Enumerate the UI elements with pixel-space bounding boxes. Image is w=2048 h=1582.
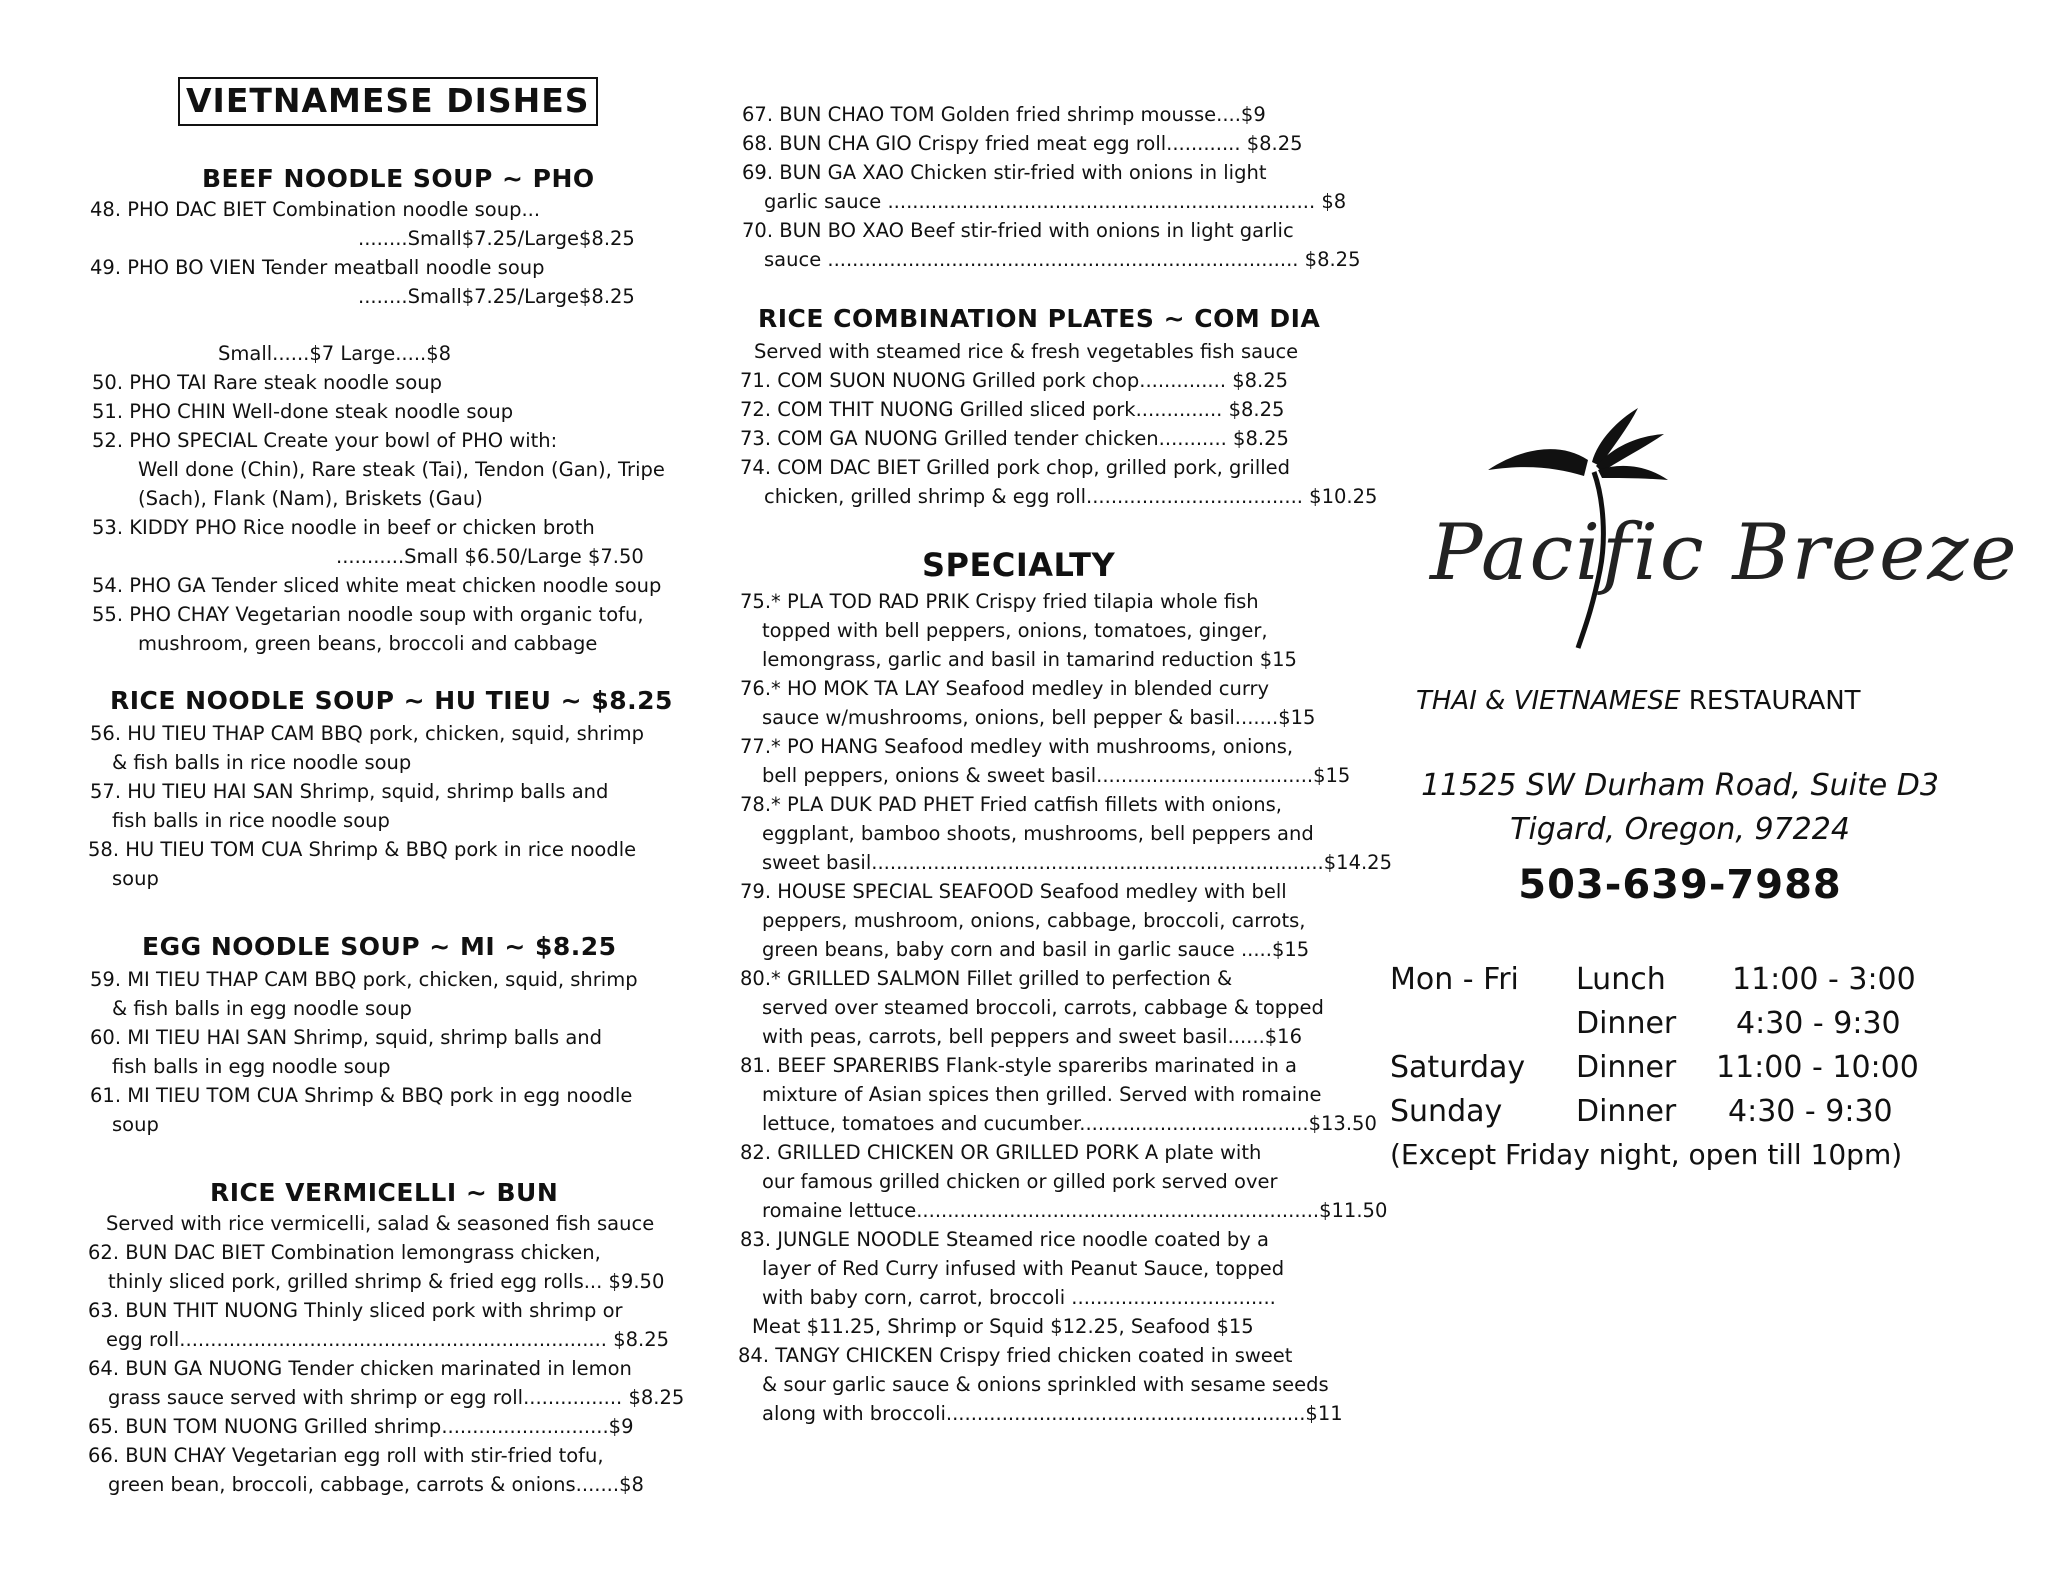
menu-line: 50. PHO TAI Rare steak noodle soup xyxy=(92,371,443,394)
hours-meal: Dinner xyxy=(1576,1094,1677,1129)
menu-line: sauce ............................................................................ $8.25 xyxy=(764,248,1361,271)
hours-meal: Dinner xyxy=(1576,1006,1677,1041)
menu-line: 54. PHO GA Tender sliced white meat chicken noodle soup xyxy=(92,574,662,597)
menu-line: & sour garlic sauce & onions sprinkled with sesame seeds xyxy=(762,1373,1329,1396)
menu-line: 70. BUN BO XAO Beef stir-fried with onions in light garlic xyxy=(742,219,1294,242)
menu-line: 57. HU TIEU HAI SAN Shrimp, squid, shrimp balls and xyxy=(90,780,609,803)
menu-line: & fish balls in egg noodle soup xyxy=(112,997,412,1020)
menu-line: mixture of Asian spices then grilled. Served with romaine xyxy=(762,1083,1322,1106)
menu-line: Meat $11.25, Shrimp or Squid $12.25, Seafood $15 xyxy=(752,1315,1254,1338)
menu-line: 52. PHO SPECIAL Create your bowl of PHO with: xyxy=(92,429,558,452)
menu-line: 64. BUN GA NUONG Tender chicken marinated in lemon xyxy=(88,1357,632,1380)
menu-line: 78.* PLA DUK PAD PHET Fried catfish fillets with onions, xyxy=(740,793,1282,816)
menu-line: served over steamed broccoli, carrots, cabbage & topped xyxy=(762,996,1324,1019)
address-line-1: 11525 SW Durham Road, Suite D3 xyxy=(1421,768,1939,803)
subtitle-cuisine: THAI & VIETNAMESE xyxy=(1416,686,1681,716)
restaurant-subtitle xyxy=(1416,686,1861,716)
menu-line: soup xyxy=(112,1113,159,1136)
menu-line: romaine lettuce.................................................................$11.50 xyxy=(762,1199,1388,1222)
menu-line: 67. BUN CHAO TOM Golden fried shrimp mousse....$9 xyxy=(742,103,1266,126)
menu-line: topped with bell peppers, onions, tomatoes, ginger, xyxy=(762,619,1268,642)
hours-meal: Dinner xyxy=(1576,1050,1677,1085)
menu-line: fish balls in rice noodle soup xyxy=(112,809,390,832)
hours-time: 4:30 - 9:30 xyxy=(1728,1094,1893,1129)
menu-line: 53. KIDDY PHO Rice noodle in beef or chicken broth xyxy=(92,516,595,539)
menu-line: 55. PHO CHAY Vegetarian noodle soup with organic tofu, xyxy=(92,603,644,626)
menu-line: green bean, broccoli, cabbage, carrots & onions.......$8 xyxy=(108,1473,644,1496)
menu-line: Small......$7 Large.....$8 xyxy=(218,342,452,365)
menu-line: ...........Small $6.50/Large $7.50 xyxy=(336,545,644,568)
menu-line: 62. BUN DAC BIET Combination lemongrass chicken, xyxy=(88,1241,601,1264)
menu-line: 79. HOUSE SPECIAL SEAFOOD Seafood medley with bell xyxy=(740,880,1287,903)
menu-line: egg roll..................................................................... $8.25 xyxy=(106,1328,670,1351)
menu-line: garlic sauce ..................................................................... $8 xyxy=(764,190,1347,213)
menu-line: peppers, mushroom, onions, cabbage, broccoli, carrots, xyxy=(762,909,1306,932)
hours-time: 4:30 - 9:30 xyxy=(1736,1006,1901,1041)
menu-line: layer of Red Curry infused with Peanut Sauce, topped xyxy=(762,1257,1285,1280)
menu-line: 48. PHO DAC BIET Combination noodle soup... xyxy=(90,198,541,221)
menu-line: 58. HU TIEU TOM CUA Shrimp & BBQ pork in rice noodle xyxy=(88,838,637,861)
header-mi: EGG NOODLE SOUP ~ MI ~ $8.25 xyxy=(142,932,617,961)
address-line-2: Tigard, Oregon, 97224 xyxy=(1510,812,1850,847)
menu-line: lettuce, tomatoes and cucumber.....................................$13.50 xyxy=(762,1112,1377,1135)
menu-line: 68. BUN CHA GIO Crispy fried meat egg roll............ $8.25 xyxy=(742,132,1303,155)
menu-line: (Sach), Flank (Nam), Briskets (Gau) xyxy=(138,487,483,510)
menu-line: eggplant, bamboo shoots, mushrooms, bell peppers and xyxy=(762,822,1314,845)
menu-line: 63. BUN THIT NUONG Thinly sliced pork with shrimp or xyxy=(88,1299,623,1322)
menu-line: with baby corn, carrot, broccoli ................................. xyxy=(762,1286,1276,1309)
menu-line: 77.* PO HANG Seafood medley with mushrooms, onions, xyxy=(740,735,1294,758)
hours-day: Mon - Fri xyxy=(1390,962,1519,997)
menu-line: 73. COM GA NUONG Grilled tender chicken........... $8.25 xyxy=(740,427,1289,450)
menu-line: along with broccoli..........................................................$11 xyxy=(762,1402,1343,1425)
menu-line: 56. HU TIEU THAP CAM BBQ pork, chicken, squid, shrimp xyxy=(90,722,644,745)
menu-line: 75.* PLA TOD RAD PRIK Crispy fried tilapia whole fish xyxy=(740,590,1259,613)
menu-line: our famous grilled chicken or gilled pork served over xyxy=(762,1170,1278,1193)
menu-line: 84. TANGY CHICKEN Crispy fried chicken coated in sweet xyxy=(738,1344,1293,1367)
menu-line: lemongrass, garlic and basil in tamarind reduction $15 xyxy=(762,648,1297,671)
menu-line: 80.* GRILLED SALMON Fillet grilled to perfection & xyxy=(740,967,1233,990)
menu-line: ........Small$7.25/Large$8.25 xyxy=(358,285,635,308)
menu-line: 83. JUNGLE NOODLE Steamed rice noodle coated by a xyxy=(740,1228,1269,1251)
menu-line: 72. COM THIT NUONG Grilled sliced pork.............. $8.25 xyxy=(740,398,1285,421)
phone-number: 503-639-7988 xyxy=(1518,862,1842,908)
header-hu-tieu: RICE NOODLE SOUP ~ HU TIEU ~ $8.25 xyxy=(110,686,673,715)
logo-wordmark: Pacific Breeze xyxy=(1430,508,2019,598)
menu-line: Well done (Chin), Rare steak (Tai), Tendon (Gan), Tripe xyxy=(138,458,665,481)
header-com-dia: RICE COMBINATION PLATES ~ COM DIA xyxy=(758,304,1321,333)
header-specialty: SPECIALTY xyxy=(922,546,1116,584)
menu-line: sweet basil.........................................................................$14.25 xyxy=(762,851,1392,874)
menu-line: 76.* HO MOK TA LAY Seafood medley in blended curry xyxy=(740,677,1270,700)
menu-line: 69. BUN GA XAO Chicken stir-fried with onions in light xyxy=(742,161,1267,184)
menu-line: fish balls in egg noodle soup xyxy=(112,1055,391,1078)
menu-line: green beans, baby corn and basil in garlic sauce .....$15 xyxy=(762,938,1310,961)
hours-time: 11:00 - 10:00 xyxy=(1716,1050,1919,1085)
menu-line: & fish balls in rice noodle soup xyxy=(112,751,412,774)
menu-line: sauce w/mushrooms, onions, bell pepper & basil.......$15 xyxy=(762,706,1316,729)
hours-day: Saturday xyxy=(1390,1050,1526,1085)
menu-line: 74. COM DAC BIET Grilled pork chop, grilled pork, grilled xyxy=(740,456,1291,479)
hours-note: (Except Friday night, open till 10pm) xyxy=(1390,1138,1903,1171)
menu-line: 81. BEEF SPARERIBS Flank-style spareribs marinated in a xyxy=(740,1054,1297,1077)
menu-line: 60. MI TIEU HAI SAN Shrimp, squid, shrimp balls and xyxy=(90,1026,603,1049)
menu-line: 82. GRILLED CHICKEN OR GRILLED PORK A plate with xyxy=(740,1141,1262,1164)
menu-line: grass sauce served with shrimp or egg roll................ $8.25 xyxy=(108,1386,685,1409)
menu-line: Served with steamed rice & fresh vegetables fish sauce xyxy=(754,340,1299,363)
menu-line: ........Small$7.25/Large$8.25 xyxy=(358,227,635,250)
subtitle-restaurant: RESTAURANT xyxy=(1688,686,1861,716)
menu-line: bell peppers, onions & sweet basil...................................$15 xyxy=(762,764,1351,787)
menu-line: thinly sliced pork, grilled shrimp & fried egg rolls... $9.50 xyxy=(108,1270,665,1293)
menu-line: 66. BUN CHAY Vegetarian egg roll with stir-fried tofu, xyxy=(88,1444,604,1467)
header-pho: BEEF NOODLE SOUP ~ PHO xyxy=(202,164,595,193)
menu-line: with peas, carrots, bell peppers and sweet basil......$16 xyxy=(762,1025,1302,1048)
menu-line: 51. PHO CHIN Well-done steak noodle soup xyxy=(92,400,514,423)
hours-day: Sunday xyxy=(1390,1094,1503,1129)
menu-line: 49. PHO BO VIEN Tender meatball noodle soup xyxy=(90,256,545,279)
section-title-vietnamese-dishes: VIETNAMESE DISHES xyxy=(178,77,598,126)
hours-time: 11:00 - 3:00 xyxy=(1732,962,1916,997)
header-bun: RICE VERMICELLI ~ BUN xyxy=(210,1178,559,1207)
menu-line: mushroom, green beans, broccoli and cabbage xyxy=(138,632,598,655)
hours-meal: Lunch xyxy=(1576,962,1666,997)
menu-line: soup xyxy=(112,867,159,890)
menu-line: Served with rice vermicelli, salad & seasoned fish sauce xyxy=(106,1212,655,1235)
menu-line: 71. COM SUON NUONG Grilled pork chop.............. $8.25 xyxy=(740,369,1289,392)
menu-line: chicken, grilled shrimp & egg roll................................... $10.25 xyxy=(764,485,1378,508)
menu-line: 61. MI TIEU TOM CUA Shrimp & BBQ pork in egg noodle xyxy=(90,1084,633,1107)
menu-line: 59. MI TIEU THAP CAM BBQ pork, chicken, squid, shrimp xyxy=(90,968,638,991)
menu-line: 65. BUN TOM NUONG Grilled shrimp...........................$9 xyxy=(88,1415,634,1438)
